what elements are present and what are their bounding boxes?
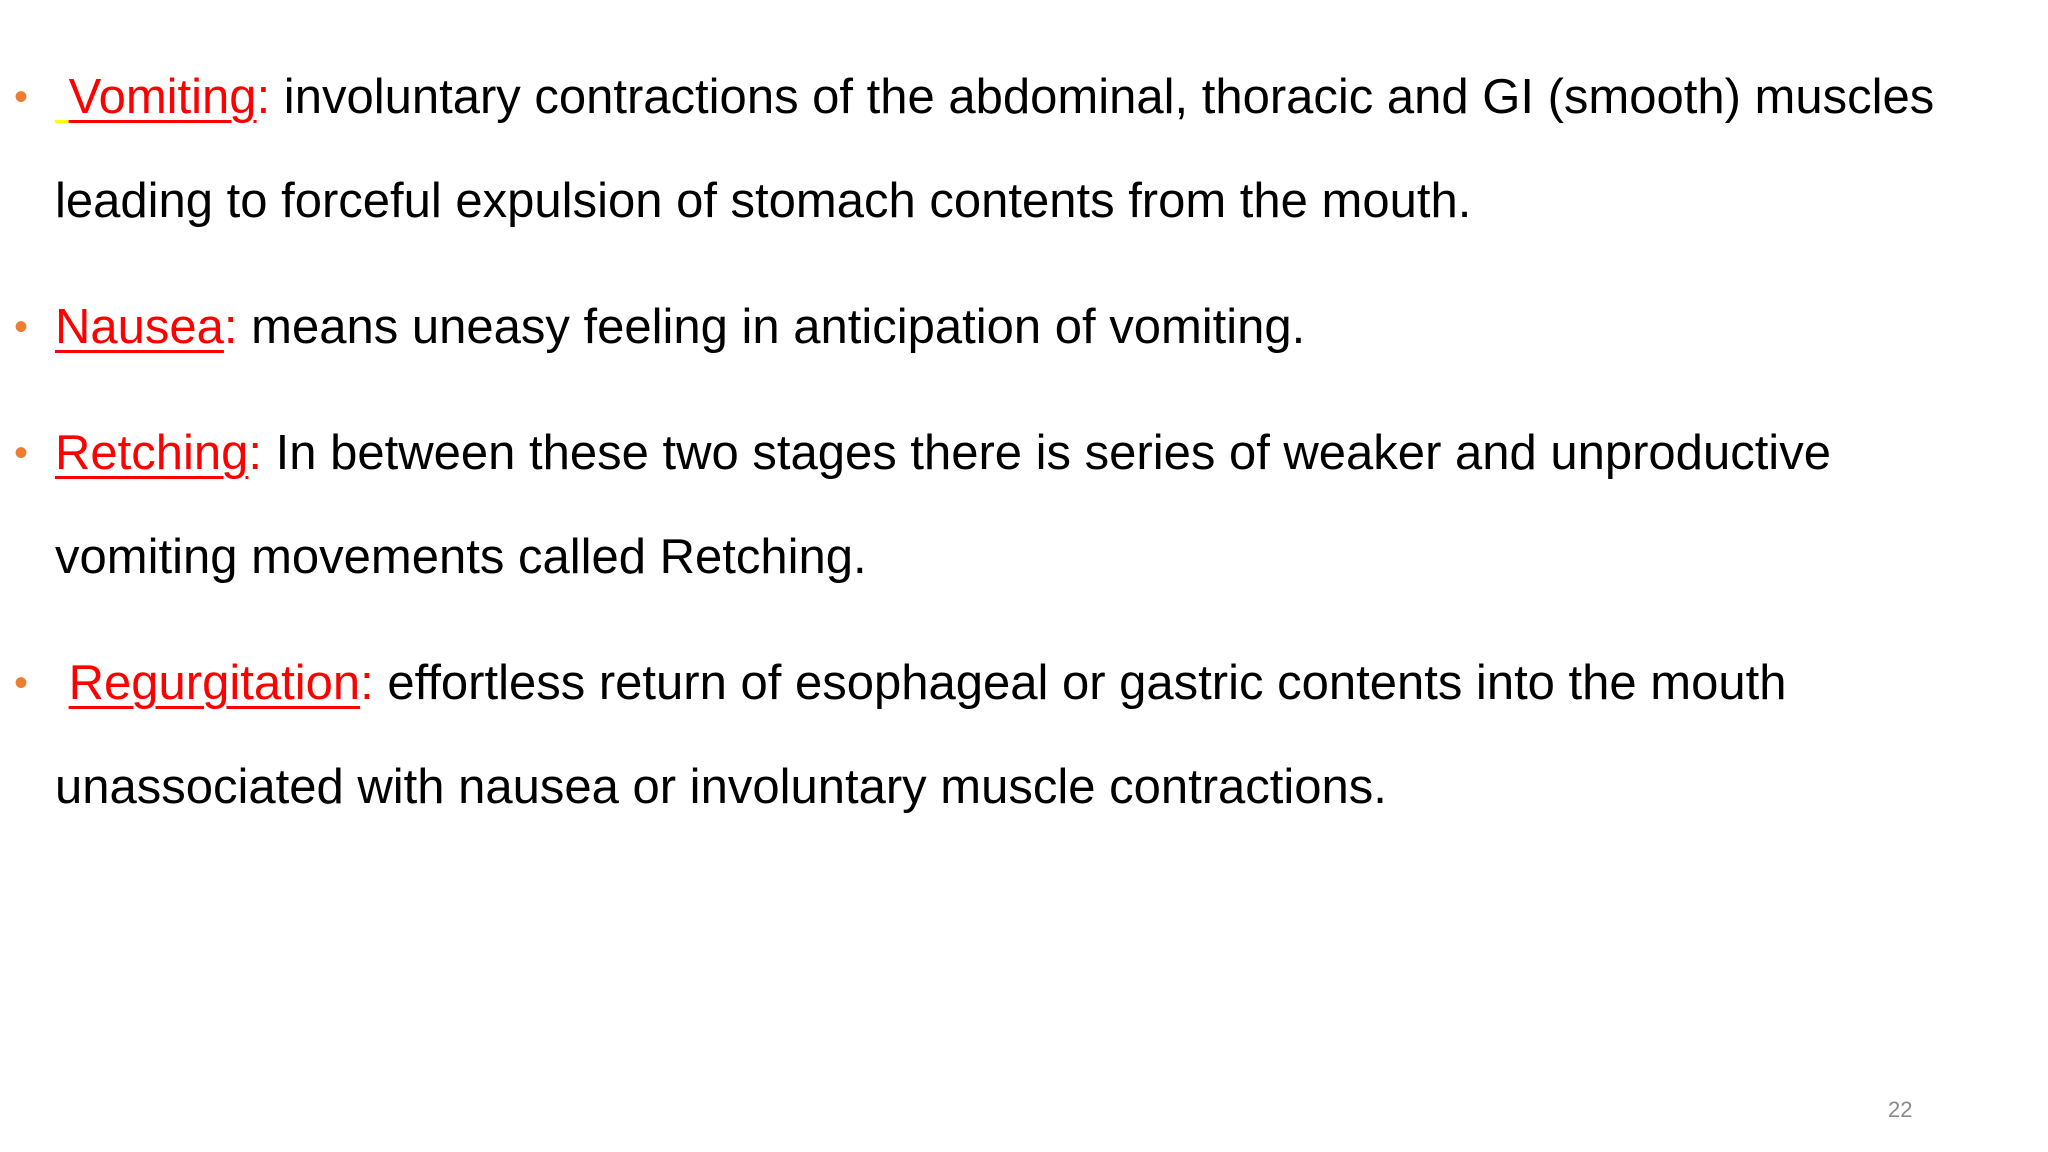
term-colon: :: [256, 70, 271, 124]
page-number: 22: [1888, 1097, 1913, 1122]
term-retching: Retching: [55, 426, 249, 480]
definition-item-vomiting: [14, 45, 2004, 253]
definition-text: involuntary contractions of the abdominal, thoracic and GI (smooth) muscles leading to forceful expulsion of stomach contents from the mouth.: [55, 70, 1935, 228]
definition-text: means uneasy feeling in anticipation of vomiting.: [237, 300, 1306, 354]
definition-item-nausea: [14, 275, 2004, 379]
term-vomiting: Vomiting: [68, 70, 257, 124]
bullet-dot-icon: •: [14, 305, 29, 349]
bullet-dot-icon: •: [14, 661, 29, 705]
bullet-dot-icon: •: [14, 75, 29, 119]
term-nausea: Nausea: [55, 300, 224, 354]
definition-list: [14, 45, 2004, 861]
term-regurgitation: Regurgitation: [68, 656, 361, 710]
leading-space: [55, 656, 69, 710]
highlighted-space: [55, 70, 69, 124]
definition-text: effortless return of esophageal or gastric contents into the mouth unassociated with nausea or involuntary muscle contractions.: [55, 656, 1787, 814]
definition-item-retching: [14, 401, 2004, 609]
definition-item-regurgitation: [14, 631, 2004, 839]
bullet-dot-icon: •: [14, 431, 29, 475]
definition-text: In between these two stages there is series of weaker and unproductive vomiting movements called Retching.: [55, 426, 1831, 584]
term-colon: :: [223, 300, 238, 354]
term-colon: :: [248, 426, 263, 480]
term-colon: :: [360, 656, 374, 710]
